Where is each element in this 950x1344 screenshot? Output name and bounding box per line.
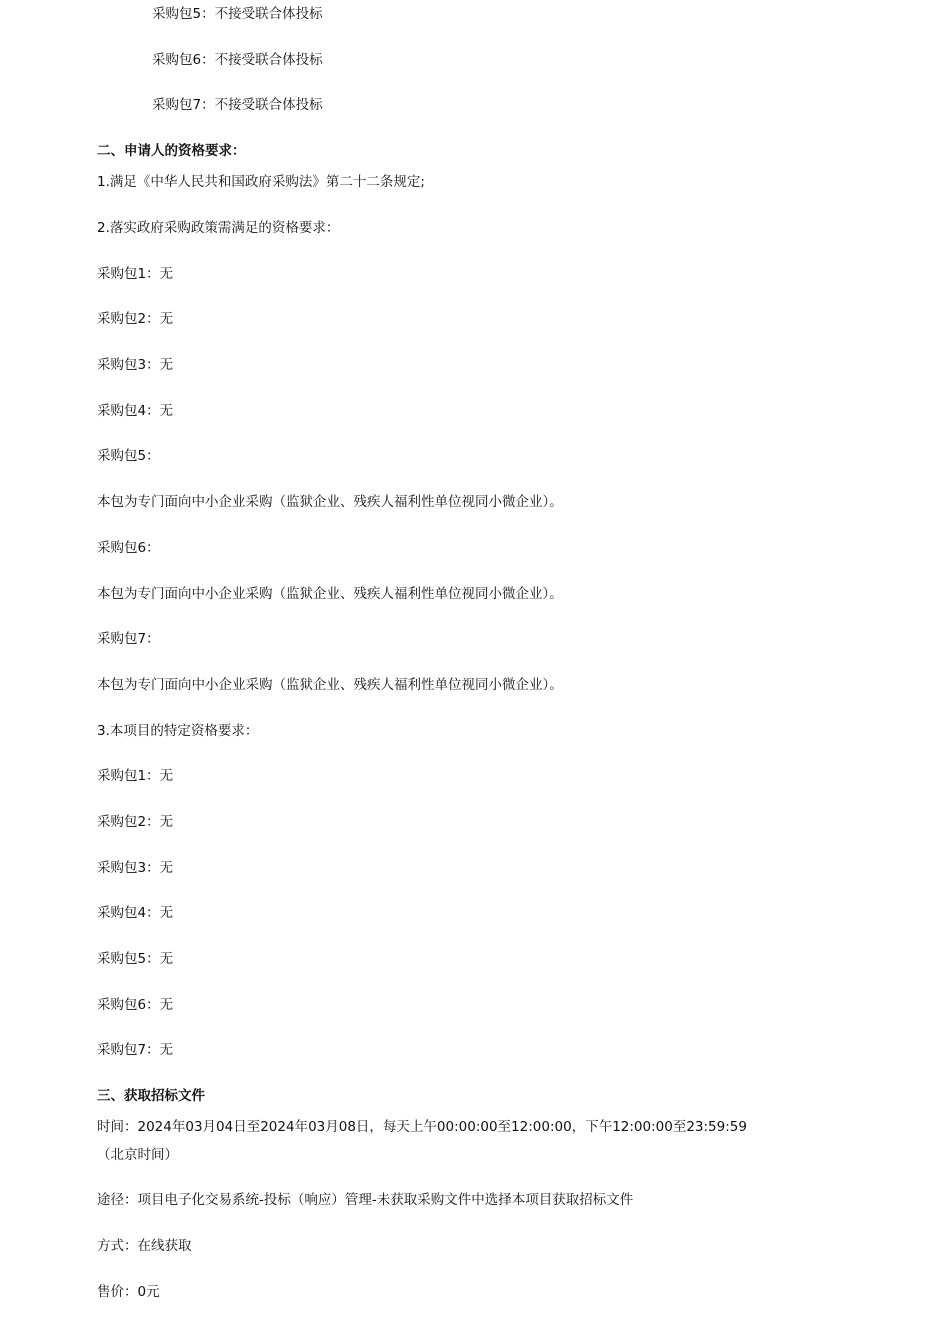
qualification-item-3: 3.本项目的特定资格要求：: [97, 723, 259, 739]
section3-heading: 三、获取招标文件: [97, 1088, 205, 1104]
policy-line: 采购包3：无: [97, 357, 174, 373]
specific-line: 采购包4：无: [97, 905, 174, 921]
policy-line: 采购包1：无: [97, 266, 174, 282]
policy-line: 采购包4：无: [97, 403, 174, 419]
document-price: 售价：0元: [97, 1284, 160, 1300]
policy-line: 采购包2：无: [97, 311, 174, 327]
acquisition-time: 时间：2024年03月04日至2024年03月08日，每天上午00:00:00至12:00:00，下午12:00:00至23:59:59（北京时间）: [97, 1119, 747, 1163]
specific-line: 采购包3：无: [97, 860, 174, 876]
specific-line: 采购包6：无: [97, 997, 174, 1013]
policy-line: 采购包7：: [97, 631, 160, 647]
specific-line: 采购包2：无: [97, 814, 174, 830]
policy-line: 本包为专门面向中小企业采购（监狱企业、残疾人福利性单位视同小微企业）。: [97, 494, 563, 510]
specific-line: 采购包5：无: [97, 951, 174, 967]
qualification-item-1: 1.满足《中华人民共和国政府采购法》第二十二条规定;: [97, 174, 425, 190]
policy-line: 本包为专门面向中小企业采购（监狱企业、残疾人福利性单位视同小微企业）。: [97, 586, 563, 602]
policy-line: 采购包5：: [97, 448, 160, 464]
consortium-line: 采购包7：不接受联合体投标: [152, 97, 323, 113]
qualification-item-2: 2.落实政府采购政策需满足的资格要求：: [97, 220, 340, 236]
policy-line: 采购包6：: [97, 540, 160, 556]
consortium-line: 采购包6：不接受联合体投标: [152, 52, 323, 68]
specific-line: 采购包1：无: [97, 768, 174, 784]
acquisition-route: 途径：项目电子化交易系统-投标（响应）管理-未获取采购文件中选择本项目获取招标文件: [97, 1192, 634, 1208]
section2-heading: 二、申请人的资格要求：: [97, 143, 246, 159]
consortium-line: 采购包5：不接受联合体投标: [152, 6, 323, 22]
acquisition-method: 方式：在线获取: [97, 1238, 192, 1254]
specific-line: 采购包7：无: [97, 1042, 174, 1058]
policy-line: 本包为专门面向中小企业采购（监狱企业、残疾人福利性单位视同小微企业）。: [97, 677, 563, 693]
